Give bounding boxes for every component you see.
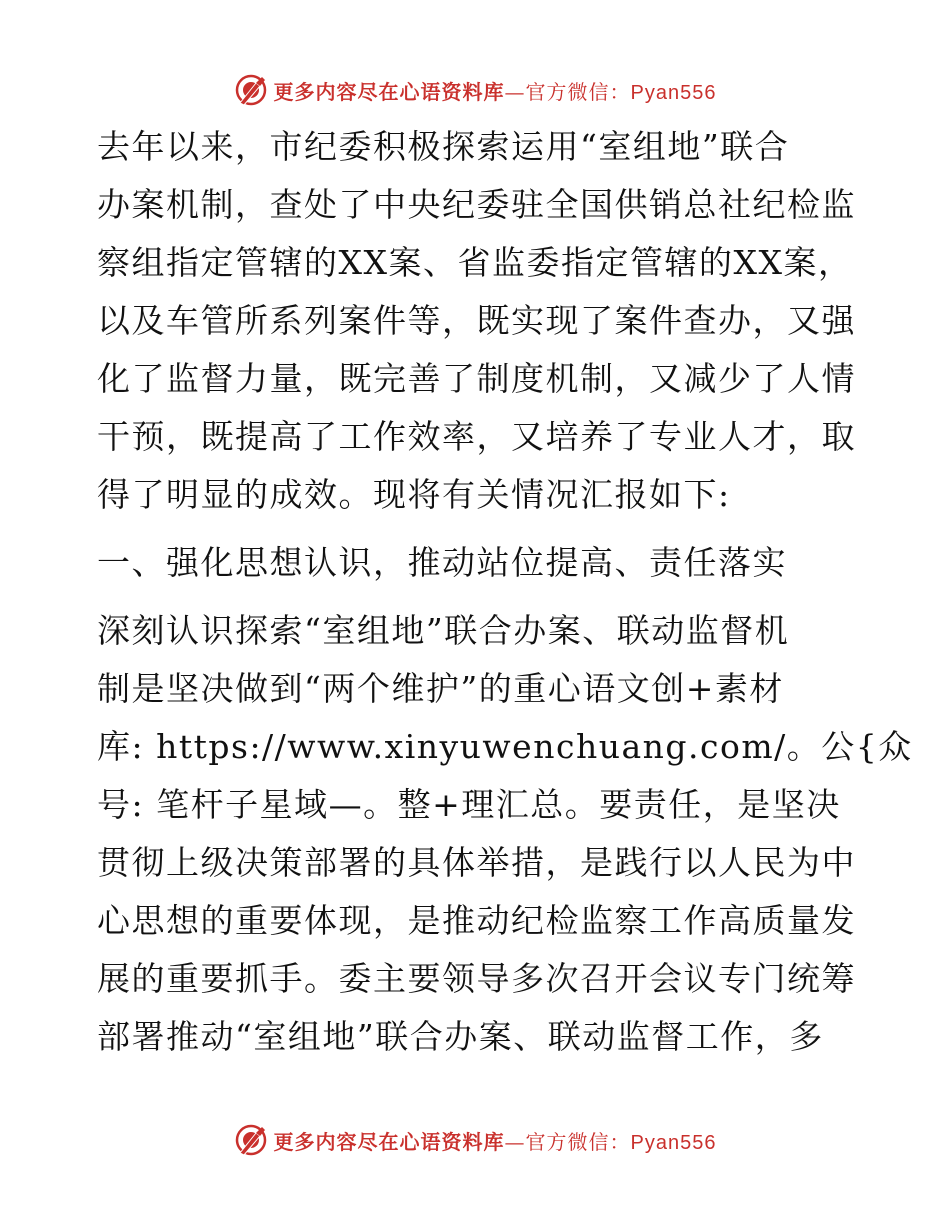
watermark-wechat-id: Pyan556 (630, 81, 717, 104)
text-line: 干预，既提高了工作效率，又培养了专业人才，取 (97, 417, 856, 456)
watermark-separator: — (504, 79, 526, 104)
text-line: 办案机制，查处了中央纪委驻全国供销总社纪检监 (97, 185, 856, 224)
paragraph-section-one (97, 602, 913, 1066)
text-line: 深刻认识探索“室组地”联合办案、联动监督机 (97, 611, 790, 650)
watermark-banner-top (0, 70, 950, 110)
document-body (97, 118, 913, 1066)
watermark-wechat-id: Pyan556 (630, 1131, 717, 1154)
text-line: 制是坚决做到“两个维护”的重心语文创+素材 (97, 669, 784, 708)
watermark-official: 官方微信： (525, 79, 631, 104)
watermark-main: 更多内容尽在心语资料库 (273, 1129, 505, 1154)
text-line: 贯彻上级决策部署的具体举措，是践行以人民为中 (97, 843, 856, 882)
watermark-text (274, 76, 717, 105)
pen-logo-icon (234, 73, 268, 107)
watermark-separator: — (504, 1129, 526, 1154)
text-line: 以及车管所系列案件等，既实现了案件查办，又强 (97, 301, 856, 340)
text-line: 察组指定管辖的XX案、省监委指定管辖的XX案， (97, 243, 853, 282)
text-line: 去年以来，市纪委积极探索运用“室组地”联合 (97, 127, 790, 166)
text-line: 号: 笔杆子星域—。整+理汇总。要责任，是坚决 (97, 785, 841, 824)
text-line: 化了监督力量，既完善了制度机制，又减少了人情 (97, 359, 856, 398)
watermark-banner-bottom (0, 1120, 950, 1160)
section-heading: 一、强化思想认识，推动站位提高、责任落实 (97, 543, 787, 582)
watermark-main: 更多内容尽在心语资料库 (273, 79, 505, 104)
text-line: 得了明显的成效。现将有关情况汇报如下: (97, 475, 731, 514)
watermark-official: 官方微信： (525, 1129, 631, 1154)
pen-logo-icon (234, 1123, 268, 1157)
text-line: 库: https://www.xinyuwenchuang.com/。公{众 (97, 727, 913, 766)
paragraph-intro (97, 118, 857, 524)
text-line: 展的重要抓手。委主要领导多次召开会议专门统筹 (97, 959, 856, 998)
text-line: 部署推动“室组地”联合办案、联动监督工作，多 (97, 1017, 824, 1056)
watermark-text (274, 1126, 717, 1155)
text-line: 心思想的重要体现，是推动纪检监察工作高质量发 (97, 901, 856, 940)
